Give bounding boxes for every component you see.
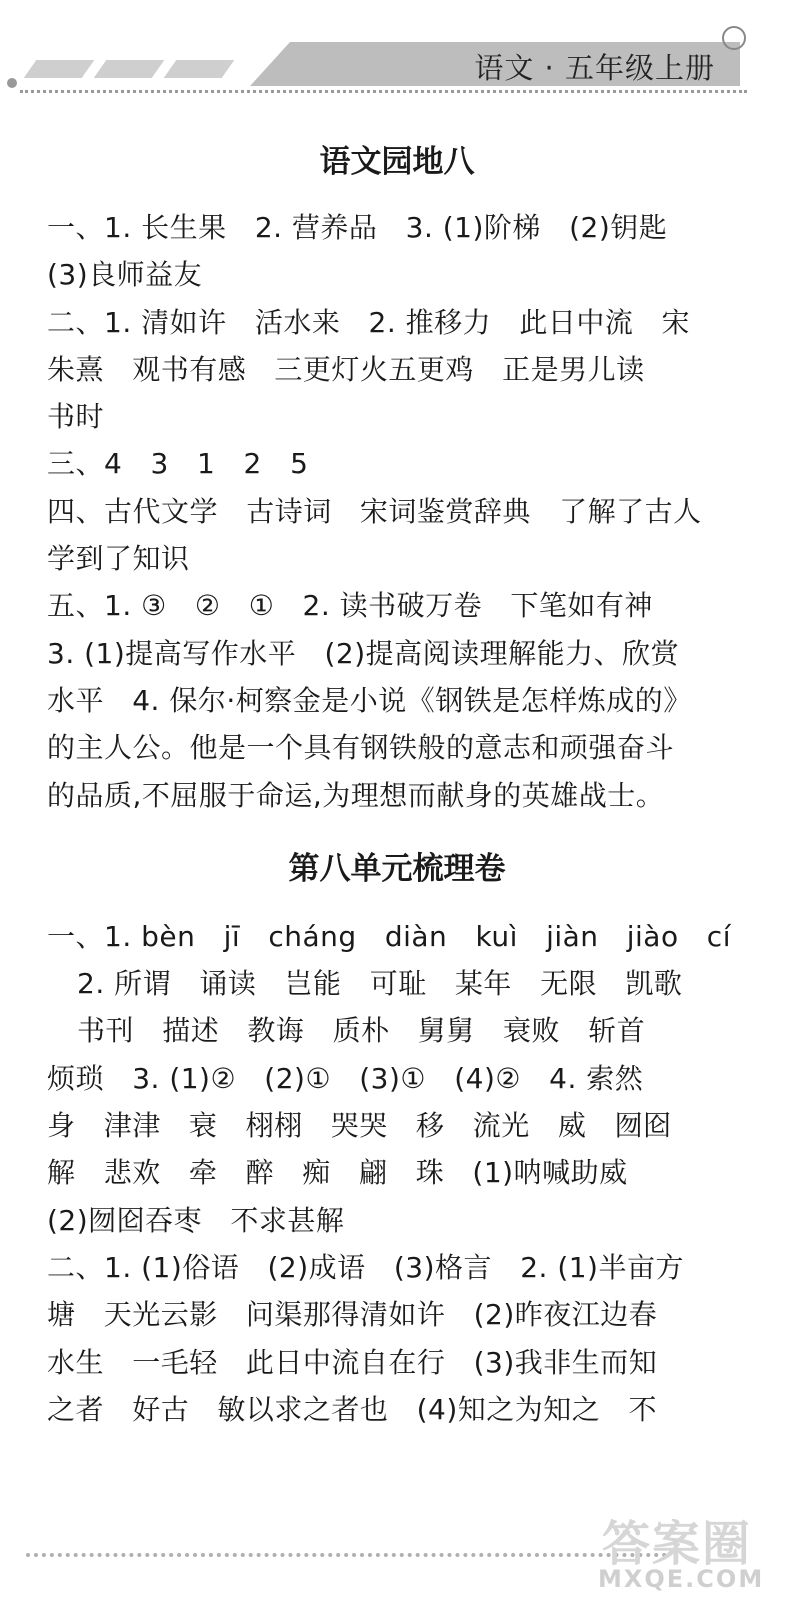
text-line: 的品质,不屈服于命运,为理想而献身的英雄战士。 <box>47 778 665 812</box>
book-title: 语文 · 五年级上册 <box>474 51 715 85</box>
watermark-mark: 答案圈 <box>602 1516 753 1572</box>
text-line: (2)囫囵吞枣 不求甚解 <box>47 1203 345 1237</box>
text-line: 二、1. (1)俗语 (2)成语 (3)格言 2. (1)半亩方 <box>47 1250 684 1284</box>
page-content <box>47 140 747 1433</box>
corner-circle-icon <box>722 26 746 50</box>
text-line: (3)良师益友 <box>47 258 203 292</box>
text-line: 四、古代文学 古诗词 宋词鉴赏辞典 了解了古人 <box>47 494 702 528</box>
text-line: 一、1. bèn jī cháng diàn kuì jiàn jiào cí <box>47 919 731 953</box>
text-line: 水生 一毛轻 此日中流自在行 (3)我非生而知 <box>47 1345 658 1379</box>
text-line: 一、1. 长生果 2. 营养品 3. (1)阶梯 (2)钥匙 <box>47 211 668 244</box>
text-line: 三、4 3 1 2 5 <box>47 447 309 481</box>
section-title: 第八单元梳理卷 <box>288 850 506 887</box>
text-line: 身 津津 衰 栩栩 哭哭 移 流光 威 囫囵 <box>47 1109 672 1143</box>
corner-dot-icon <box>7 78 17 88</box>
text-line: 书刊 描述 教诲 质朴 舅舅 衰败 斩首 <box>77 1014 646 1048</box>
section-body <box>47 913 747 1433</box>
header-stripe <box>94 60 165 78</box>
header-divider <box>20 90 747 93</box>
text-line: 学到了知识 <box>47 542 190 576</box>
text-line: 水平 4. 保尔·柯察金是小说《钢铁是怎样炼成的》 <box>47 683 692 717</box>
section-body <box>47 204 747 819</box>
text-line: 书时 <box>47 400 105 434</box>
header-stripe <box>164 60 235 78</box>
text-line: 解 悲欢 牵 醉 痴 翩 珠 (1)呐喊助威 <box>47 1156 628 1190</box>
text-line: 二、1. 清如许 活水来 2. 推移力 此日中流 宋 <box>47 305 691 339</box>
footer-divider <box>26 1553 667 1557</box>
text-line: 的主人公。他是一个具有钢铁般的意志和顽强奋斗 <box>47 731 675 765</box>
header-stripe <box>24 60 95 78</box>
text-line: 五、1. ③ ② ① 2. 读书破万卷 下笔如有神 <box>47 589 653 623</box>
watermark-logo <box>590 1505 765 1595</box>
text-line: 之者 好古 敏以求之者也 (4)知之为知之 不 <box>47 1392 657 1426</box>
section-title: 语文园地八 <box>319 144 475 180</box>
text-line: 塘 天光云影 问渠那得清如许 (2)昨夜江边春 <box>47 1298 658 1332</box>
text-line: 朱熹 观书有感 三更灯火五更鸡 正是男儿读 <box>47 352 645 386</box>
text-line: 2. 所谓 诵读 岂能 可耻 某年 无限 凯歌 <box>77 967 683 1001</box>
watermark-url: MXQE.COM <box>598 1565 765 1593</box>
text-line: 3. (1)提高写作水平 (2)提高阅读理解能力、欣赏 <box>47 636 680 670</box>
text-line: 烦琐 3. (1)② (2)① (3)① (4)② 4. 索然 <box>47 1061 644 1095</box>
